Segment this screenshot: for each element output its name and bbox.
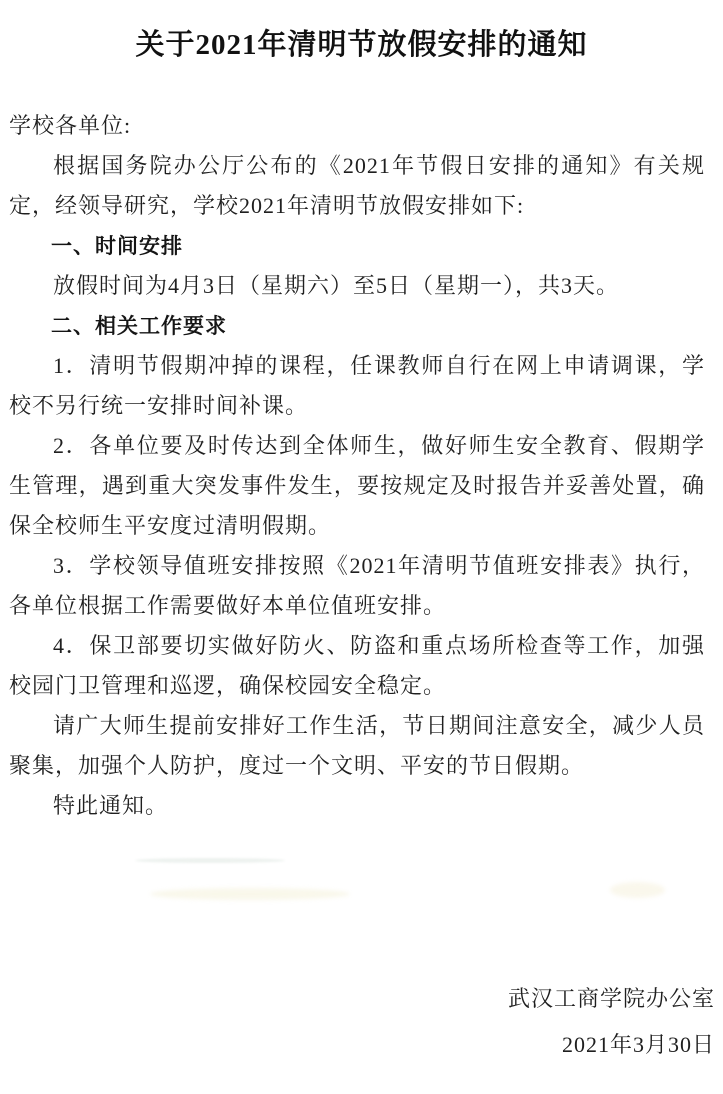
scan-artifact: [150, 888, 350, 900]
section-heading: 一、时间安排: [51, 234, 183, 258]
body-paragraph: 2．各单位要及时传达到全体师生，做好师生安全教育、假期学生管理，遇到重大突发事件发生，要按规定及时报告并妥善处置，确保全校师生平安度过清明假期。: [9, 433, 705, 538]
scan-artifact: [135, 858, 285, 863]
signature-date: 2021年3月30日: [561, 1032, 715, 1057]
salutation: 学校各单位:: [9, 113, 132, 138]
body-paragraph: 根据国务院办公厅公布的《2021年节假日安排的通知》有关规定，经领导研究，学校2021年清明节放假安排如下:: [9, 153, 705, 218]
body-paragraph: 放假时间为4月3日（星期六）至5日（星期一），共3天。: [53, 273, 620, 298]
section-heading: 二、相关工作要求: [51, 314, 227, 338]
body-paragraph: 4．保卫部要切实做好防火、防盗和重点场所检查等工作，加强校园门卫管理和巡逻，确保校园安全稳定。: [9, 633, 705, 698]
document-title: 关于2021年清明节放假安排的通知: [135, 29, 588, 61]
body-paragraph: 特此通知。: [53, 793, 169, 818]
body-paragraph: 1．清明节假期冲掉的课程，任课教师自行在网上申请调课，学校不另行统一安排时间补课。: [9, 353, 705, 418]
signature-block: [0, 976, 723, 1068]
paragraph-list: [9, 146, 705, 826]
body-paragraph: 请广大师生提前安排好工作生活，节日期间注意安全，减少人员聚集，加强个人防护，度过一个文明、平安的节日假期。: [9, 713, 705, 778]
document-body: [0, 106, 723, 826]
body-paragraph: 3．学校领导值班安排按照《2021年清明节值班安排表》执行，各单位根据工作需要做好本单位值班安排。: [9, 553, 705, 618]
scan-artifact: [610, 882, 665, 898]
signature-organization: 武汉工商学院办公室: [507, 986, 715, 1011]
